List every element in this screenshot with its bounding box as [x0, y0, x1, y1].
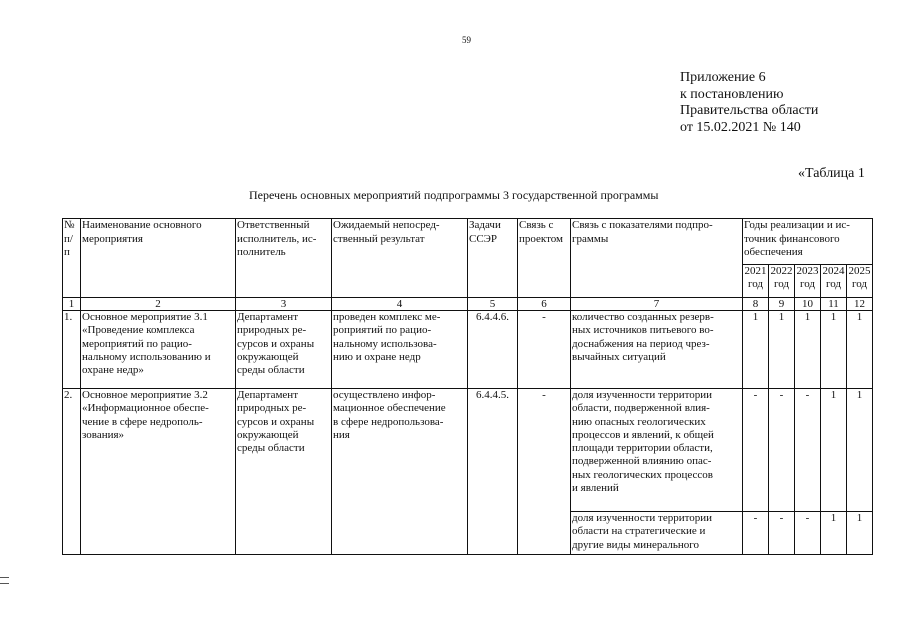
page-number: 59 [462, 35, 471, 45]
column-number: 11 [821, 298, 847, 311]
appendix-line: от 15.02.2021 № 140 [680, 119, 801, 135]
column-number: 4 [332, 298, 468, 311]
cell-line: «Информационное обеспе- [82, 402, 209, 415]
header-text: Наименование основного [82, 219, 202, 231]
header-responsible [236, 219, 332, 298]
cell-line: нальному использова- [333, 337, 437, 350]
header-text: Связь с [519, 219, 554, 231]
year-value: 2022 [770, 265, 793, 277]
header-year [743, 265, 769, 298]
header-text: полнитель [237, 246, 286, 258]
cell-line: природных ре- [237, 402, 307, 415]
cell-line: чение в сфере недрополь- [82, 415, 203, 428]
row-value: 1 [821, 512, 847, 555]
year-unit: год [851, 278, 868, 291]
appendix-header [680, 70, 818, 136]
cell-line: вычайных ситуаций [572, 350, 666, 363]
row-expected [332, 311, 468, 389]
column-number: 5 [468, 298, 518, 311]
header-text: Связь с показателями подпро- [572, 219, 713, 231]
header-text: Ожидаемый непосред- [333, 219, 440, 231]
row-indicator [571, 311, 743, 389]
cell-line: нию опасных геологических [572, 415, 706, 428]
cell-line: Основное мероприятие 3.2 [82, 389, 208, 401]
header-text: Ответственный [237, 219, 310, 231]
cell-line: Департамент [237, 389, 299, 401]
header-expected [332, 219, 468, 298]
header-year [769, 265, 795, 298]
appendix-line: Приложение 6 [680, 70, 766, 85]
column-numbers-row [63, 298, 873, 311]
cell-line: среды области [237, 442, 305, 455]
cell-line: окружающей [237, 350, 299, 363]
scan-mark [0, 577, 9, 584]
cell-line: области на стратегические и [572, 525, 706, 538]
row-value: 1 [769, 311, 795, 389]
row-expected [332, 389, 468, 555]
cell-line: роприятий по рацио- [333, 324, 432, 337]
cell-line: подверженной влиянию опас- [572, 455, 712, 468]
row-value: 1 [821, 389, 847, 512]
cell-line: доля изученности территории [572, 389, 713, 401]
year-value: 2024 [822, 265, 845, 277]
cell-line: области, подверженной влия- [572, 402, 710, 415]
row-value: 1 [847, 512, 873, 555]
cell-line: природных ре- [237, 324, 307, 337]
column-number: 6 [518, 298, 571, 311]
row-project: - [518, 389, 571, 555]
cell-line: другие виды минерального [572, 538, 700, 551]
cell-line: охране недр» [82, 364, 144, 377]
cell-line: сурсов и охраны [237, 415, 315, 428]
cell-line: площади территории области, [572, 442, 713, 455]
row-value: - [769, 512, 795, 555]
row-value: 1 [821, 311, 847, 389]
row-value: - [769, 389, 795, 512]
cell-line: мероприятий по рацио- [82, 337, 192, 350]
table-row [63, 311, 873, 389]
row-responsible [236, 389, 332, 555]
column-number: 12 [847, 298, 873, 311]
cell-line: ных геологических процессов [572, 468, 713, 481]
header-text: Задачи [469, 219, 501, 231]
cell-line: количество созданных резерв- [572, 311, 714, 323]
header-year [795, 265, 821, 298]
activities-table [62, 218, 873, 555]
row-value: - [743, 389, 769, 512]
year-unit: год [747, 278, 764, 291]
cell-line: Основное мероприятие 3.1 [82, 311, 208, 323]
cell-line: Департамент [237, 311, 299, 323]
year-value: 2023 [796, 265, 819, 277]
row-value: 1 [847, 389, 873, 512]
row-name [81, 389, 236, 555]
cell-line: «Проведение комплекса [82, 324, 195, 337]
header-tasks [468, 219, 518, 298]
header-year [821, 265, 847, 298]
column-number: 3 [236, 298, 332, 311]
cell-line: сурсов и охраны [237, 337, 315, 350]
cell-line: процессов и явлений, к общей [572, 428, 714, 441]
row-indicator [571, 512, 743, 555]
row-tasks: 6.4.4.6. [468, 311, 518, 389]
row-name [81, 311, 236, 389]
cell-line: доля изученности территории [572, 512, 713, 524]
column-number: 9 [769, 298, 795, 311]
row-number: 2. [63, 389, 81, 555]
cell-line: ния [333, 428, 350, 441]
header-text: граммы [572, 232, 609, 245]
row-value: 1 [743, 311, 769, 389]
header-text: обеспечения [744, 246, 803, 258]
header-name [81, 219, 236, 298]
cell-line: ных источников питьевого во- [572, 324, 714, 337]
year-unit: год [825, 278, 842, 291]
header-text: ССЭР [469, 232, 498, 245]
header-row [63, 219, 873, 265]
column-number: 7 [571, 298, 743, 311]
cell-line: среды области [237, 364, 305, 377]
row-tasks: 6.4.4.5. [468, 389, 518, 555]
year-unit: год [773, 278, 790, 291]
table-row [63, 389, 873, 512]
header-text: Годы реализации и ис- [744, 219, 850, 231]
row-value: - [743, 512, 769, 555]
row-indicator [571, 389, 743, 512]
column-number: 1 [63, 298, 81, 311]
table-label: «Таблица 1 [798, 166, 865, 181]
header-text: п [64, 246, 70, 258]
header-text: точник финансового [744, 232, 840, 245]
row-value: - [795, 512, 821, 555]
header-project [518, 219, 571, 298]
header-text: № [64, 219, 75, 231]
column-number: 10 [795, 298, 821, 311]
appendix-line: к постановлению [680, 86, 784, 102]
row-project: - [518, 311, 571, 389]
row-responsible [236, 311, 332, 389]
cell-line: доснабжения на период чрез- [572, 337, 710, 350]
column-number: 2 [81, 298, 236, 311]
row-value: - [795, 389, 821, 512]
header-text: п/ [64, 232, 73, 245]
header-text: проектом [519, 232, 564, 245]
row-value: 1 [795, 311, 821, 389]
header-text: исполнитель, ис- [237, 232, 317, 245]
cell-line: мационное обеспечение [333, 402, 446, 415]
cell-line: осуществлено инфор- [333, 389, 436, 401]
header-indicators [571, 219, 743, 298]
year-value: 2025 [848, 265, 871, 277]
column-number: 8 [743, 298, 769, 311]
header-year [847, 265, 873, 298]
header-years-group [743, 219, 873, 265]
cell-line: окружающей [237, 428, 299, 441]
cell-line: в сфере недропользова- [333, 415, 444, 428]
appendix-line: Правительства области [680, 103, 819, 118]
header-text: мероприятия [82, 232, 143, 245]
row-number: 1. [63, 311, 81, 389]
cell-line: нию и охране недр [333, 350, 421, 363]
header-num [63, 219, 81, 298]
row-value: 1 [847, 311, 873, 389]
year-value: 2021 [744, 265, 767, 277]
table-title: Перечень основных мероприятий подпрограммы 3 государственной программы [249, 188, 659, 202]
cell-line: проведен комплекс ме- [333, 311, 441, 323]
header-text: ственный результат [333, 232, 425, 245]
cell-line: и явлений [572, 482, 619, 495]
cell-line: нальному использованию и [82, 350, 211, 363]
cell-line: зования» [82, 428, 125, 441]
year-unit: год [799, 278, 816, 291]
